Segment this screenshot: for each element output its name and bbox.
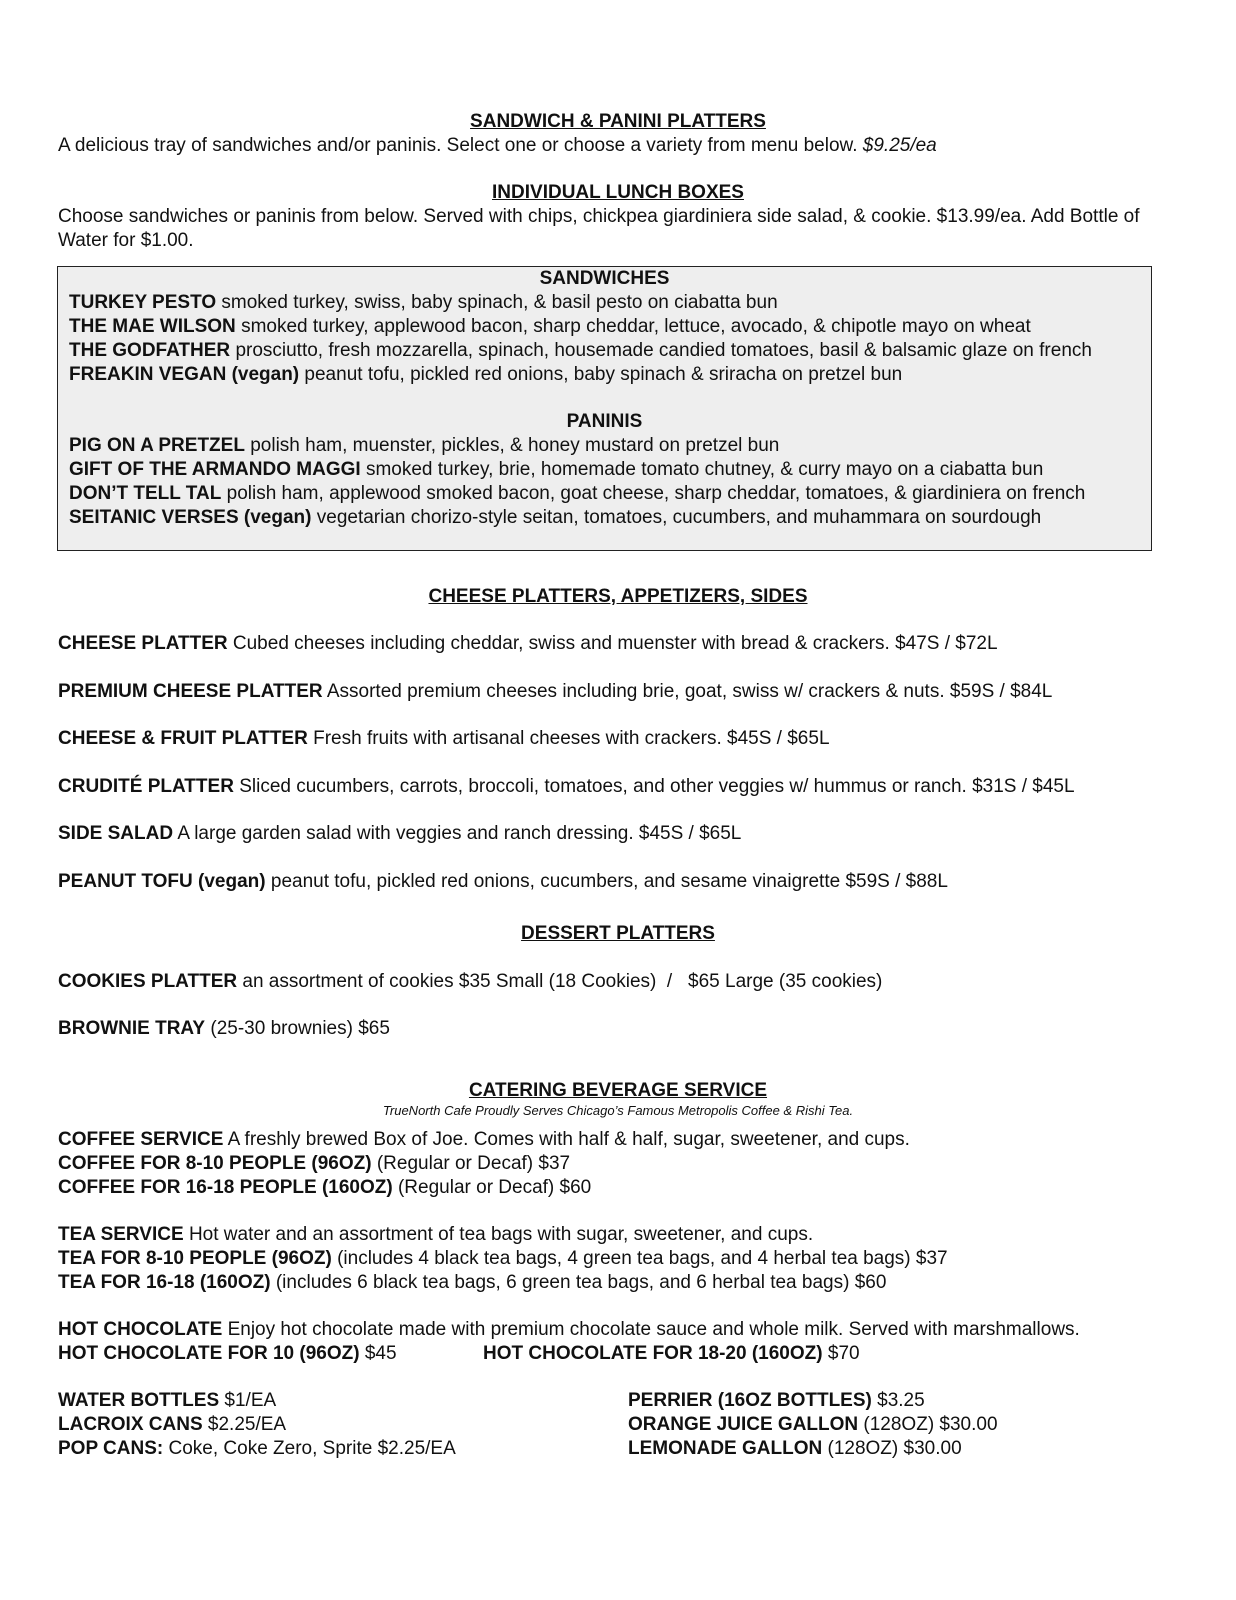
- menu-item: SEITANIC VERSES (vegan) vegetarian chorizo-style seitan, tomatoes, cucumbers, and muhammara on sourdough: [69, 507, 1042, 528]
- lunch-boxes-desc: Choose sandwiches or paninis from below. Served with chips, chickpea giardiniera side salad, & cookie. $13.99/ea. Add Bottle of Water for $1.00.: [58, 206, 1140, 251]
- section-heading-sandwich-platters: SANDWICH & PANINI PLATTERS: [470, 111, 766, 132]
- menu-item: COFFEE SERVICE A freshly brewed Box of Joe. Comes with half & half, sugar, sweetener, and cups.: [58, 1129, 910, 1150]
- paninis-heading: PANINIS: [566, 411, 643, 432]
- section-heading-dessert: DESSERT PLATTERS: [521, 923, 715, 944]
- menu-item: HOT CHOCOLATE FOR 18-20 (160OZ) $70: [483, 1343, 860, 1364]
- menu-item: PIG ON A PRETZEL polish ham, muenster, pickles, & honey mustard on pretzel bun: [69, 435, 780, 456]
- sandwich-platters-desc: A delicious tray of sandwiches and/or paninis. Select one or choose a variety from menu below. $9.25/ea: [58, 135, 937, 156]
- menu-item: LEMONADE GALLON (128OZ) $30.00: [628, 1438, 962, 1459]
- menu-item: HOT CHOCOLATE Enjoy hot chocolate made with premium chocolate sauce and whole milk. Served with marshmallows.: [58, 1319, 1080, 1340]
- menu-item: FREAKIN VEGAN (vegan) peanut tofu, pickled red onions, baby spinach & sriracha on pretzel bun: [69, 364, 903, 385]
- section-heading-cheese: CHEESE PLATTERS, APPETIZERS, SIDES: [428, 586, 808, 607]
- menu-item: COFFEE FOR 16-18 PEOPLE (160OZ) (Regular or Decaf) $60: [58, 1177, 592, 1198]
- section-heading-lunch-boxes: INDIVIDUAL LUNCH BOXES: [492, 182, 744, 203]
- menu-item: POP CANS: Coke, Coke Zero, Sprite $2.25/EA: [58, 1438, 456, 1459]
- menu-item: PERRIER (16OZ BOTTLES) $3.25: [628, 1390, 925, 1411]
- menu-item: ORANGE JUICE GALLON (128OZ) $30.00: [628, 1414, 998, 1435]
- section-heading-beverage: CATERING BEVERAGE SERVICE: [468, 1080, 768, 1101]
- menu-item: CRUDITÉ PLATTER Sliced cucumbers, carrots, broccoli, tomatoes, and other veggies w/ hummus or ranch. $31S / $45L: [58, 776, 1075, 797]
- menu-item: LACROIX CANS $2.25/EA: [58, 1414, 287, 1435]
- sandwich-platters-price: $9.25/ea: [862, 135, 937, 156]
- menu-item: DON’T TELL TAL polish ham, applewood smoked bacon, goat cheese, sharp cheddar, tomatoes, & giardiniera on french: [69, 483, 1086, 504]
- menu-item: THE MAE WILSON smoked turkey, applewood bacon, sharp cheddar, lettuce, avocado, & chipotle mayo on wheat: [69, 316, 1031, 337]
- sandwich-panini-box: [57, 266, 1152, 551]
- menu-item: THE GODFATHER prosciutto, fresh mozzarella, spinach, housemade candied tomatoes, basil & balsamic glaze on french: [69, 340, 1092, 361]
- menu-item: WATER BOTTLES $1/EA: [58, 1390, 277, 1411]
- menu-item: TEA FOR 16-18 (160OZ) (includes 6 black tea bags, 6 green tea bags, and 6 herbal tea bags) $60: [58, 1272, 887, 1293]
- menu-item: SIDE SALAD A large garden salad with veggies and ranch dressing. $45S / $65L: [58, 823, 742, 844]
- menu-item: CHEESE & FRUIT PLATTER Fresh fruits with artisanal cheeses with crackers. $45S / $65L: [58, 728, 830, 749]
- menu-item: PREMIUM CHEESE PLATTER Assorted premium cheeses including brie, goat, swiss w/ crackers & nuts. $59S / $84L: [58, 681, 1053, 702]
- menu-item: GIFT OF THE ARMANDO MAGGI smoked turkey, brie, homemade tomato chutney, & curry mayo on a ciabatta bun: [69, 459, 1044, 480]
- beverage-tagline: TrueNorth Cafe Proudly Serves Chicago’s Famous Metropolis Coffee & Rishi Tea.: [382, 1103, 854, 1118]
- menu-item: BROWNIE TRAY (25-30 brownies) $65: [58, 1018, 390, 1039]
- menu-item: TEA SERVICE Hot water and an assortment of tea bags with sugar, sweetener, and cups.: [58, 1224, 814, 1245]
- menu-item: COFFEE FOR 8-10 PEOPLE (96OZ) (Regular or Decaf) $37: [58, 1153, 571, 1174]
- menu-item: COOKIES PLATTER an assortment of cookies $35 Small (18 Cookies) / $65 Large (35 cookies): [58, 971, 883, 992]
- menu-item: PEANUT TOFU (vegan) peanut tofu, pickled red onions, cucumbers, and sesame vinaigrette $59S / $88L: [58, 871, 948, 892]
- menu-item: TEA FOR 8-10 PEOPLE (96OZ) (includes 4 black tea bags, 4 green tea bags, and 4 herbal tea bags) $37: [58, 1248, 948, 1269]
- menu-item: TURKEY PESTO smoked turkey, swiss, baby spinach, & basil pesto on ciabatta bun: [69, 292, 778, 313]
- sandwiches-heading: SANDWICHES: [539, 268, 670, 289]
- menu-item: CHEESE PLATTER Cubed cheeses including cheddar, swiss and muenster with bread & crackers. $47S / $72L: [58, 633, 998, 654]
- menu-item: HOT CHOCOLATE FOR 10 (96OZ) $45: [58, 1343, 397, 1364]
